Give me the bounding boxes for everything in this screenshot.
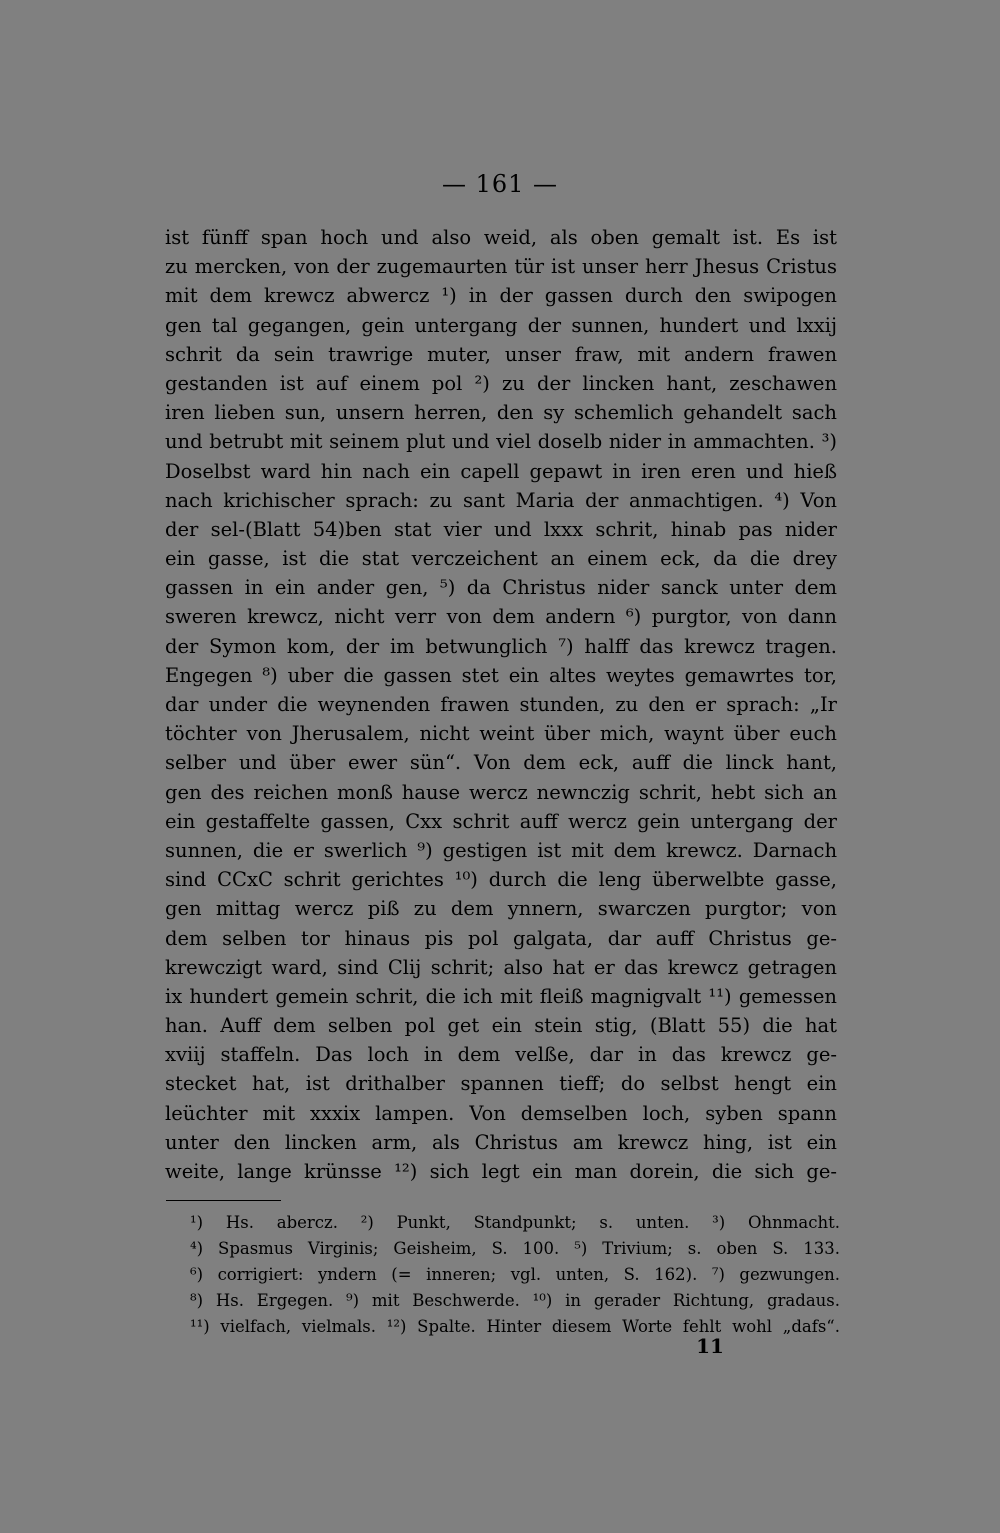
footnote-line: ¹) Hs. abercz. ²) Punkt, Standpunkt; s. unten. ³) Ohnmacht. — [190, 1213, 840, 1232]
text-line: ein gestaffelte gassen, Cxx schrit auff wercz gein untergang der — [165, 809, 837, 833]
text-line: töchter von Jherusalem, nicht weint über mich, waynt über euch — [165, 722, 837, 746]
footnote-line: ¹¹) vielfach, vielmals. ¹²) Spalte. Hinter diesem Worte fehlt wohl „dafs“. — [190, 1317, 840, 1336]
text-line: der sel-(Blatt 54)ben stat vier und lxxx schrit, hinab pas nider — [165, 517, 837, 541]
footnote-divider — [166, 1200, 281, 1201]
text-line: sind CCxC schrit gerichtes ¹⁰) durch die leng überwelbte gasse, — [165, 868, 837, 892]
text-line: der Symon kom, der im betwunglich ⁷) halff das krewcz tragen. — [165, 634, 837, 658]
text-line: leüchter mit xxxix lampen. Von demselben loch, syben spann — [165, 1101, 837, 1125]
text-line: zu mercken, von der zugemaurten tür ist unser herr Jhesus Cristus — [165, 255, 837, 279]
page-number: — 161 — — [441, 170, 559, 198]
text-line: selber und über ewer sün“. Von dem eck, auff die linck hant, — [165, 751, 837, 775]
footnote-line: ⁴) Spasmus Virginis; Geisheim, S. 100. ⁵) Trivium; s. oben S. 133. — [190, 1239, 840, 1258]
text-line: sweren krewcz, nicht verr von dem andern ⁶) purgtor, von dann — [165, 605, 837, 629]
footnotes — [190, 1210, 840, 1340]
text-line: nach krichischer sprach: zu sant Maria der anmachtigen. ⁴) Von — [165, 488, 837, 512]
text-line: xviij staffeln. Das loch in dem velße, dar in das krewcz ge- — [165, 1043, 837, 1067]
text-line: gassen in ein ander gen, ⁵) da Christus nider sanck unter dem — [165, 576, 837, 600]
text-line: ist fünff span hoch und also weid, als oben gemalt ist. Es ist — [165, 226, 837, 249]
text-line: mit dem krewcz abwercz ¹) in der gassen durch den swipogen — [165, 284, 837, 308]
body-text — [165, 223, 837, 1186]
text-line: weite, lange krünsse ¹²) sich legt ein man dorein, die sich ge- — [165, 1160, 837, 1183]
footnote-line: ⁸) Hs. Ergegen. ⁹) mit Beschwerde. ¹⁰) in gerader Richtung, gradaus. — [190, 1291, 840, 1310]
text-line: dar under die weynenden frawen stunden, zu den er sprach: „Ir — [165, 693, 837, 716]
text-line: unter den lincken arm, als Christus am krewcz hing, ist ein — [165, 1130, 837, 1154]
text-line: schrit da sein trawrige muter, unser fraw, mit andern frawen — [165, 342, 837, 366]
footnote-line: ⁶) corrigiert: yndern (= inneren; vgl. unten, S. 162). ⁷) gezwungen. — [190, 1265, 840, 1284]
text-line: han. Auff dem selben pol get ein stein stig, (Blatt 55) die hat — [165, 1014, 837, 1038]
text-line: Engegen ⁸) uber die gassen stet ein altes weytes gemawrtes tor, — [165, 663, 837, 687]
text-line: gen des reichen monß hause wercz newnczig schrit, hebt sich an — [165, 780, 837, 804]
text-line: ein gasse, ist die stat verczeichent an einem eck, da die drey — [165, 547, 837, 571]
text-line: und betrubt mit seinem plut und viel doselb nider in ammachten. ³) — [165, 430, 837, 454]
text-line: iren lieben sun, unsern herren, den sy schemlich gehandelt sach — [165, 401, 837, 425]
text-line: stecket hat, ist drithalber spannen tieff; do selbst hengt ein — [165, 1072, 837, 1096]
text-line: dem selben tor hinaus pis pol galgata, dar auff Christus ge- — [165, 926, 837, 950]
text-line: gestanden ist auf einem pol ²) zu der lincken hant, zeschawen — [165, 371, 837, 395]
text-line: ix hundert gemein schrit, die ich mit fleiß magnigvalt ¹¹) gemessen — [165, 984, 837, 1008]
text-line: Doselbst ward hin nach ein capell gepawt in iren eren und hieß — [165, 459, 837, 483]
text-line: gen mittag wercz piß zu dem ynnern, swarczen purgtor; von — [165, 897, 837, 921]
signature-mark: 11 — [696, 1334, 724, 1358]
text-line: krewczigt ward, sind Clij schrit; also hat er das krewcz getragen — [165, 955, 837, 979]
text-line: gen tal gegangen, gein untergang der sunnen, hundert und lxxij — [165, 313, 837, 337]
text-line: sunnen, die er swerlich ⁹) gestigen ist mit dem krewcz. Darnach — [165, 838, 837, 862]
